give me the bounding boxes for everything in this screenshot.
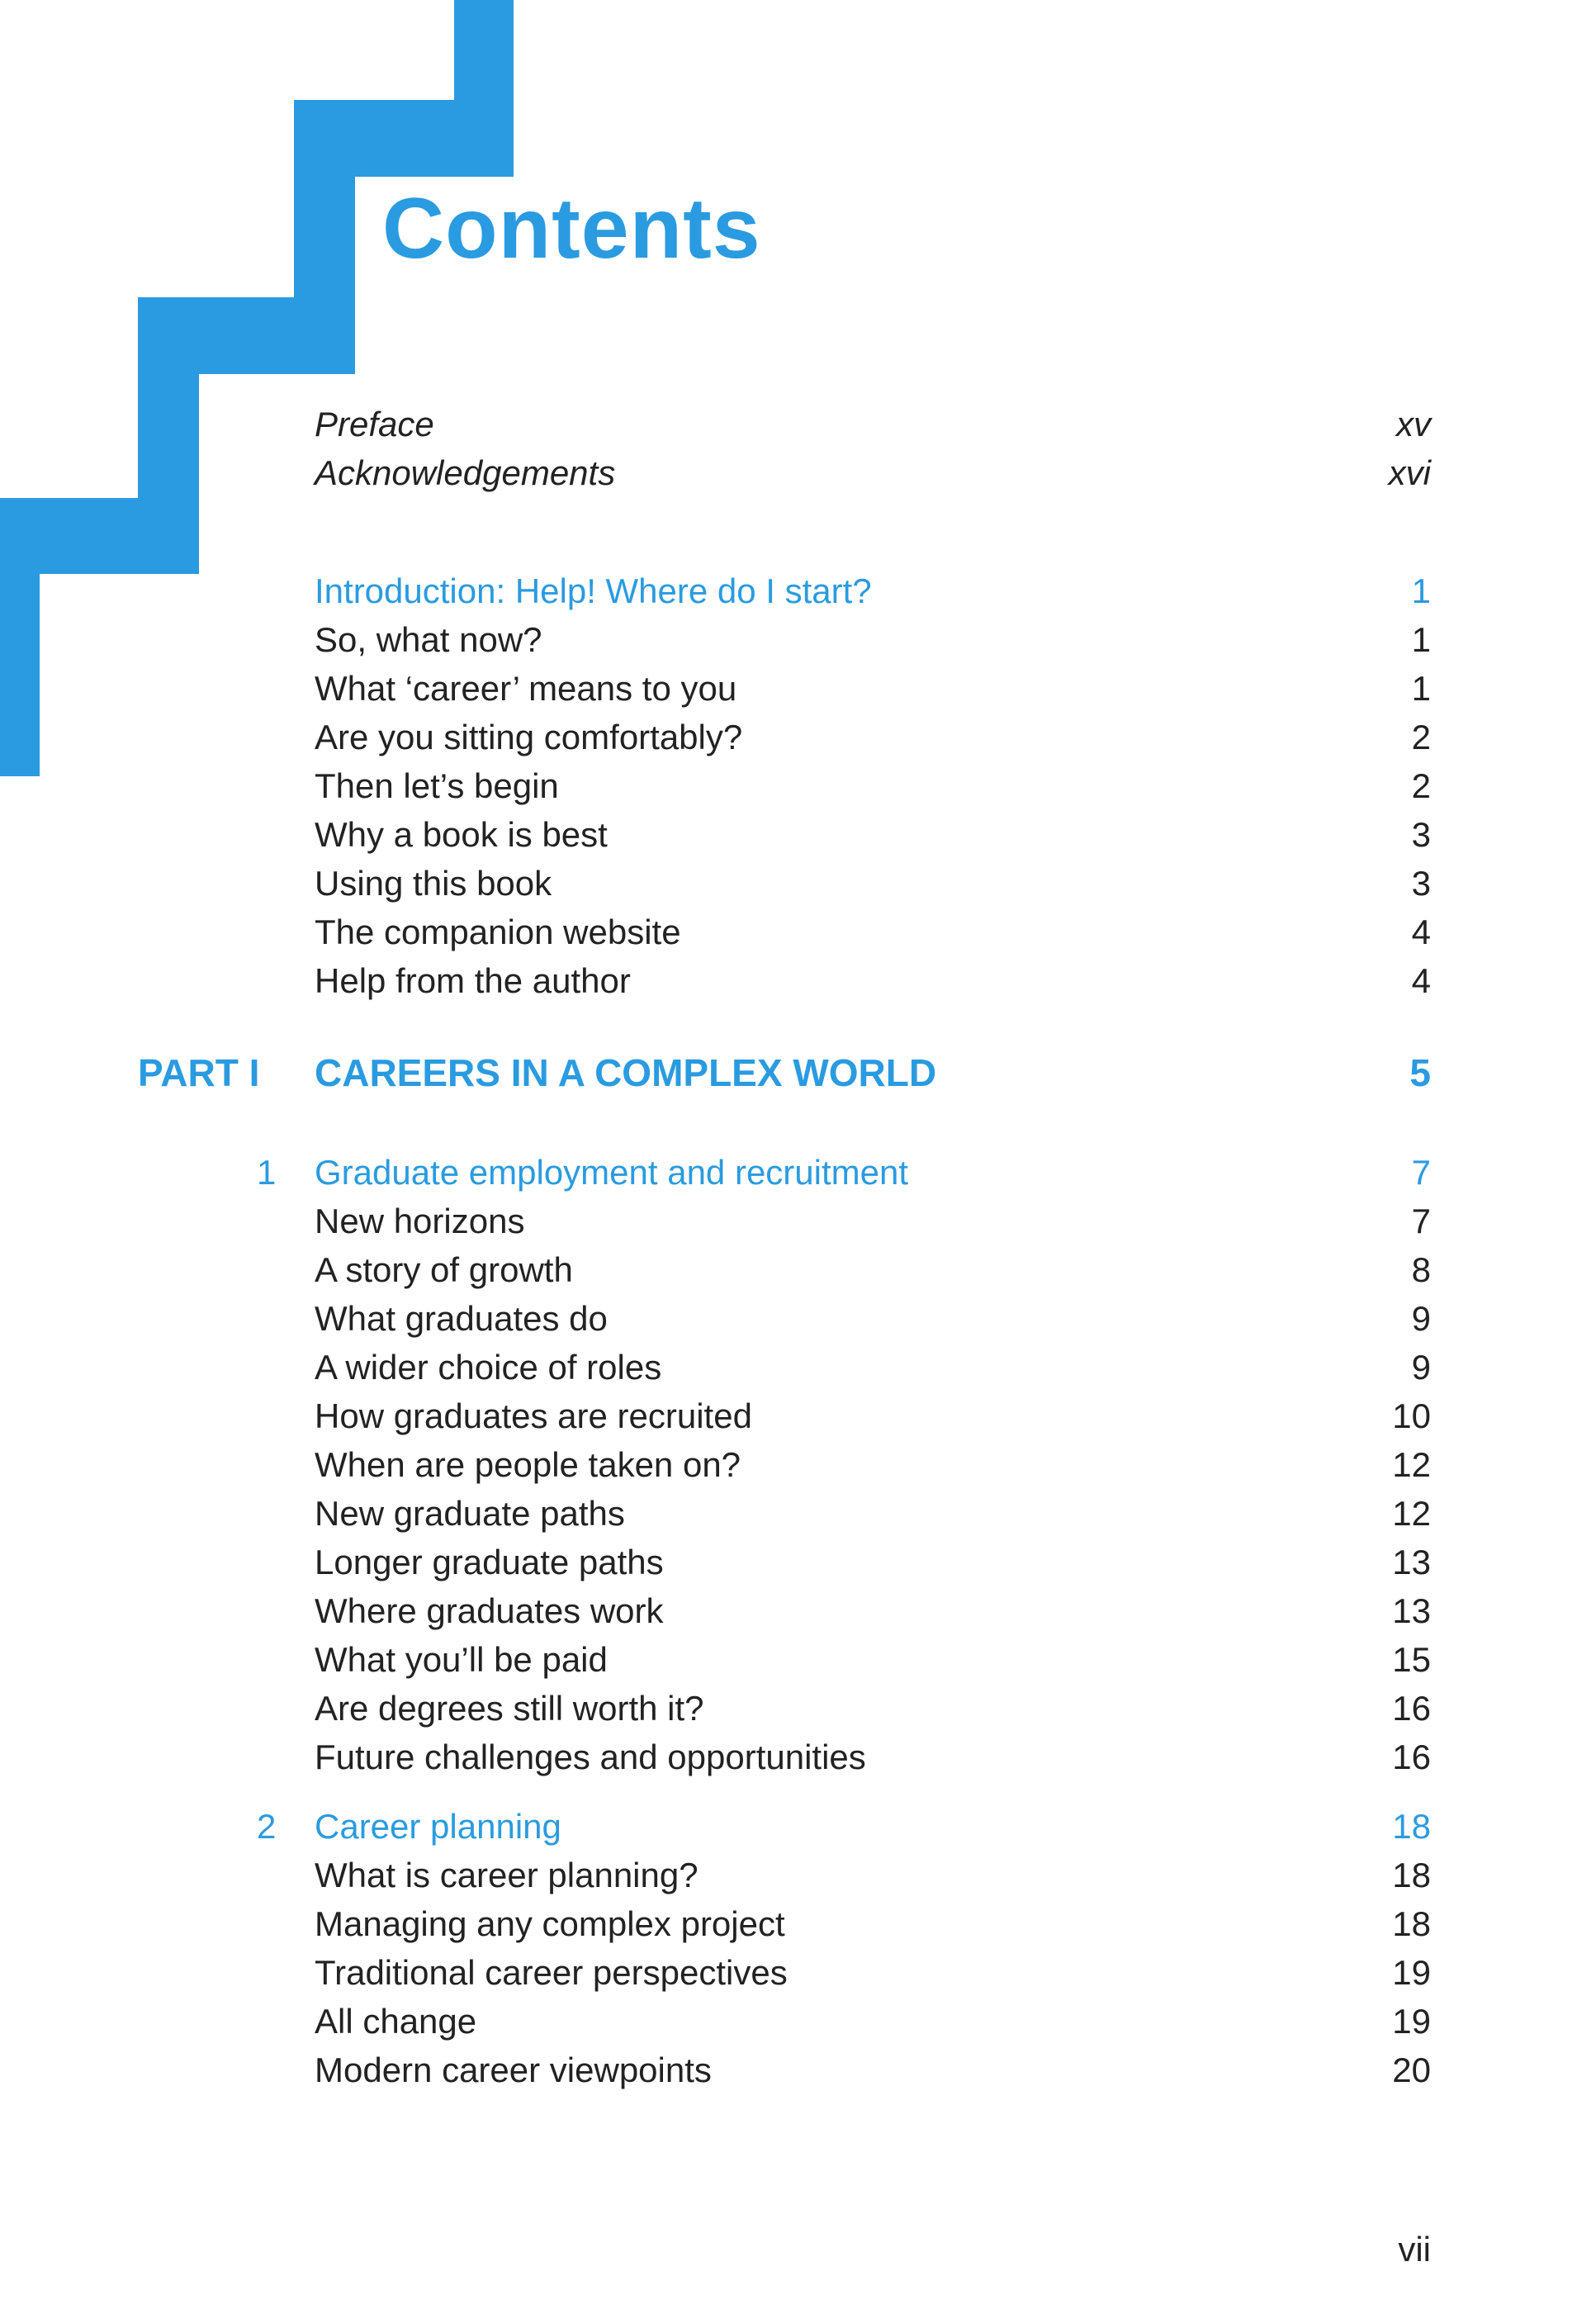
entry-label: Introduction: Help! Where do I start? <box>315 571 872 610</box>
entry-label: So, what now? <box>315 620 542 659</box>
entry-page: 19 <box>1392 2002 1431 2041</box>
toc-entry[interactable] <box>138 1049 1431 1098</box>
toc-entry[interactable] <box>315 1684 1431 1733</box>
entry-label: The companion website <box>315 913 681 951</box>
toc-entry[interactable] <box>315 1948 1431 1997</box>
entry-label: Modern career viewpoints <box>315 2051 712 2089</box>
entry-page: 9 <box>1411 1299 1431 1338</box>
toc-entry[interactable] <box>257 1802 1431 1851</box>
front-matter <box>315 400 1431 497</box>
entry-page: 7 <box>1411 1153 1431 1192</box>
entry-label: Graduate employment and recruitment <box>315 1153 909 1192</box>
entry-page: 3 <box>1411 815 1431 854</box>
entry-label: What graduates do <box>315 1299 608 1338</box>
entry-page: 16 <box>1392 1689 1431 1728</box>
toc-entry[interactable] <box>315 713 1431 761</box>
toc-entry[interactable] <box>315 1245 1431 1294</box>
toc-entry[interactable] <box>315 1197 1431 1245</box>
toc-entry[interactable] <box>257 1148 1431 1197</box>
entry-page: 4 <box>1411 913 1431 951</box>
chapter-2-section <box>257 1802 1431 2094</box>
toc-entry[interactable] <box>315 1586 1431 1635</box>
entry-label: A story of growth <box>315 1250 573 1289</box>
entry-label: Help from the author <box>315 961 631 1000</box>
toc-entry[interactable] <box>315 1392 1431 1440</box>
entry-label: Using this book <box>315 864 552 903</box>
entry-page: 15 <box>1392 1640 1431 1679</box>
entry-page: 1 <box>1411 620 1431 659</box>
entry-label: Future challenges and opportunities <box>315 1738 866 1776</box>
entry-label: A wider choice of roles <box>315 1348 662 1387</box>
entry-page: 4 <box>1411 961 1431 1000</box>
entry-page: 18 <box>1392 1856 1431 1894</box>
entry-page: 7 <box>1411 1202 1431 1240</box>
entry-label: Traditional career perspectives <box>315 1953 788 1992</box>
entry-page: 3 <box>1411 864 1431 903</box>
toc-entry[interactable] <box>315 1899 1431 1948</box>
entry-label: Are degrees still worth it? <box>315 1689 704 1728</box>
entry-page: 9 <box>1411 1348 1431 1387</box>
entry-label: When are people taken on? <box>315 1445 741 1484</box>
chapter-1-section <box>257 1148 1431 1781</box>
entry-label: What is career planning? <box>315 1856 699 1894</box>
entry-page: 5 <box>1409 1051 1431 1094</box>
entry-page: 12 <box>1392 1494 1431 1533</box>
entry-page: 8 <box>1411 1250 1431 1289</box>
entry-page: 2 <box>1411 766 1431 805</box>
toc-entry[interactable] <box>315 400 1431 448</box>
entry-label: Preface <box>315 405 434 443</box>
entry-label: What ‘career’ means to you <box>315 669 737 708</box>
page-title: Contents <box>382 181 761 277</box>
toc-entry[interactable] <box>315 1635 1431 1684</box>
toc-entry[interactable] <box>315 1440 1431 1489</box>
toc-entry[interactable] <box>315 1343 1431 1392</box>
entry-page: 16 <box>1392 1738 1431 1776</box>
toc-entry[interactable] <box>315 1997 1431 2046</box>
entry-page: 19 <box>1392 1953 1431 1992</box>
toc-entry[interactable] <box>315 1489 1431 1538</box>
entry-label: Are you sitting comfortably? <box>315 718 743 756</box>
toc-entry[interactable] <box>315 615 1431 664</box>
toc-entry[interactable] <box>315 448 1431 497</box>
entry-label: All change <box>315 2002 477 2041</box>
entry-page: xvi <box>1388 453 1431 492</box>
entry-page: 18 <box>1392 1904 1431 1943</box>
entry-page: 1 <box>1411 571 1431 610</box>
entry-page: xv <box>1396 405 1431 443</box>
entry-number: PART I <box>138 1051 260 1094</box>
entry-page: 13 <box>1392 1591 1431 1630</box>
entry-label: New graduate paths <box>315 1494 625 1533</box>
toc-entry[interactable] <box>315 1851 1431 1899</box>
entry-page: 12 <box>1392 1445 1431 1484</box>
entry-label: Why a book is best <box>315 815 608 854</box>
toc-entry[interactable] <box>315 664 1431 713</box>
page-number: vii <box>1398 2230 1431 2269</box>
entry-page: 18 <box>1392 1807 1431 1846</box>
entry-label: Then let’s begin <box>315 766 559 805</box>
entry-label: New horizons <box>315 1202 525 1240</box>
entry-page: 13 <box>1392 1543 1431 1581</box>
toc-entry[interactable] <box>315 859 1431 908</box>
entry-label: CAREERS IN A COMPLEX WORLD <box>315 1051 937 1094</box>
toc-entry[interactable] <box>315 761 1431 810</box>
entry-label: Where graduates work <box>315 1591 664 1630</box>
entry-label: Acknowledgements <box>315 453 616 492</box>
part-heading <box>138 1049 1431 1098</box>
entry-page: 1 <box>1411 669 1431 708</box>
toc-entry[interactable] <box>315 1294 1431 1343</box>
entry-page: 10 <box>1392 1396 1431 1435</box>
entry-number: 1 <box>257 1153 277 1192</box>
entry-label: Managing any complex project <box>315 1904 785 1943</box>
entry-label: Longer graduate paths <box>315 1543 664 1581</box>
toc-entry[interactable] <box>315 956 1431 1005</box>
toc-entry[interactable] <box>315 810 1431 859</box>
toc-entry[interactable] <box>315 1538 1431 1586</box>
entry-label: Career planning <box>315 1807 561 1846</box>
entry-page: 2 <box>1411 718 1431 756</box>
entry-label: What you’ll be paid <box>315 1640 608 1679</box>
toc-entry[interactable] <box>315 908 1431 956</box>
entry-page: 20 <box>1392 2051 1431 2089</box>
introduction-section <box>315 567 1431 1005</box>
entry-label: How graduates are recruited <box>315 1396 752 1435</box>
toc-entry[interactable] <box>315 2046 1431 2094</box>
toc-entry[interactable] <box>315 567 1431 615</box>
entry-number: 2 <box>257 1807 277 1846</box>
toc-entry[interactable] <box>315 1733 1431 1781</box>
